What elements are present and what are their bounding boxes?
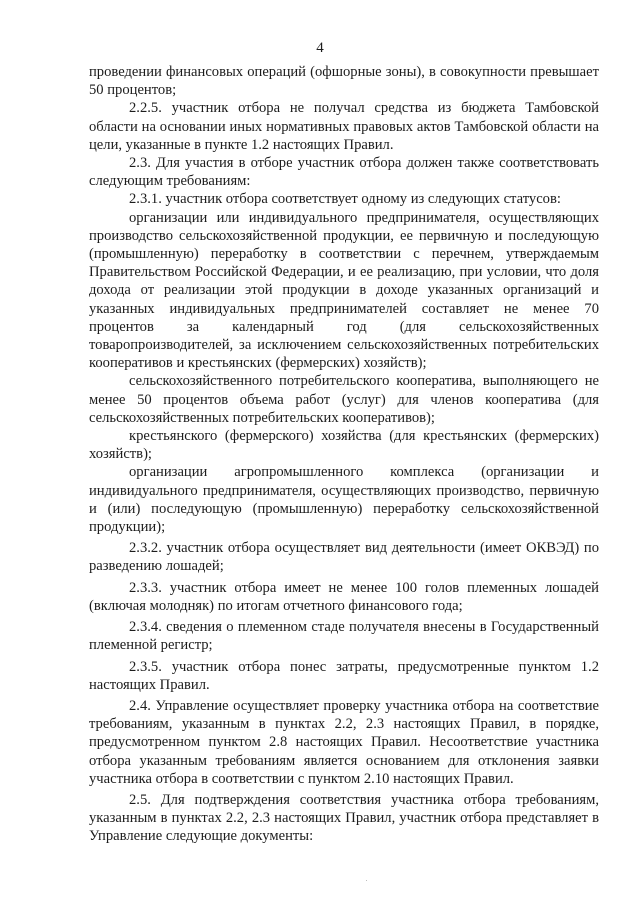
document-body: [89, 63, 599, 846]
scan-speck: [366, 880, 367, 881]
page-number: 4: [316, 40, 324, 56]
paragraph-status-agro-complex: организации агропромышленного комплекса (организации и индивидуального предпринимателя, осуществляющих производство, первичную и (или) последующую (промышленную) переработку сельскохозяйственной продукции);: [89, 464, 599, 536]
paragraph-2-3-3: 2.3.3. участник отбора имеет не менее 100 голов племенных лошадей (включая молодняк) по итогам отчетного финансового года;: [89, 579, 599, 614]
paragraph-2-3-1: 2.3.1. участник отбора соответствует одному из следующих статусов:: [129, 191, 561, 208]
paragraph-2-3-2: 2.3.2. участник отбора осуществляет вид деятельности (имеет ОКВЭД) по разведению лошадей;: [89, 540, 599, 575]
paragraph-2-3: 2.3. Для участия в отборе участник отбора должен также соответствовать следующим требованиям:: [89, 155, 599, 190]
paragraph-2-5: 2.5. Для подтверждения соответствия участника отбора требованиям, указанным в пунктах 2.2, 2.3 настоящих Правил, участник отбора представляет в Управление следующие документы:: [89, 791, 599, 845]
paragraph-status-farm: крестьянского (фермерского) хозяйства (для крестьянских (фермерских) хозяйств);: [89, 428, 599, 463]
paragraph-continuation: проведении финансовых операций (офшорные зоны), в совокупности превышает 50 процентов;: [89, 64, 599, 99]
paragraph-2-4: 2.4. Управление осуществляет проверку участника отбора на соответствие требованиям, указанным в пунктах 2.2, 2.3 настоящих Правил, в порядке, предусмотренном пунктом 2.8 настоящих Правил. Несоответствие участника отбора указанным требованиям является основанием для отклонения заявки участника отбора в соответствии с пунктом 2.10 настоящих Правил.: [89, 697, 599, 787]
paragraph-2-2-5: 2.2.5. участник отбора не получал средства из бюджета Тамбовской области на основании иных нормативных правовых актов Тамбовской области на цели, указанные в пункте 1.2 настоящих Правил.: [89, 100, 599, 153]
paragraph-status-cooperative: сельскохозяйственного потребительского кооператива, выполняющего не менее 50 процентов объема работ (услуг) для членов кооператива (для сельскохозяйственных потребительских кооперативов);: [89, 373, 599, 426]
paragraph-status-organizations: организации или индивидуального предпринимателя, осуществляющих производство сельскохозяйственной продукции, ее первичную и последующую (промышленную) переработку в соответствии с перечнем, утверждаемым Правительством Российской Федерации, и ее реализацию, при условии, что доля дохода от реализации этой продукции в доходе указанных организаций и указанных индивидуальных предпринимателей составляет не менее 70 процентов за календарный год (для сельскохозяйственных товаропроизводителей, за исключением сельскохозяйственных потребительских кооперативов и крестьянских (фермерских) хозяйств);: [89, 209, 599, 372]
paragraph-2-3-5: 2.3.5. участник отбора понес затраты, предусмотренные пунктом 1.2 настоящих Правил.: [89, 658, 599, 693]
paragraph-2-3-4: 2.3.4. сведения о племенном стаде получателя внесены в Государственный племенной регистр;: [89, 619, 599, 654]
